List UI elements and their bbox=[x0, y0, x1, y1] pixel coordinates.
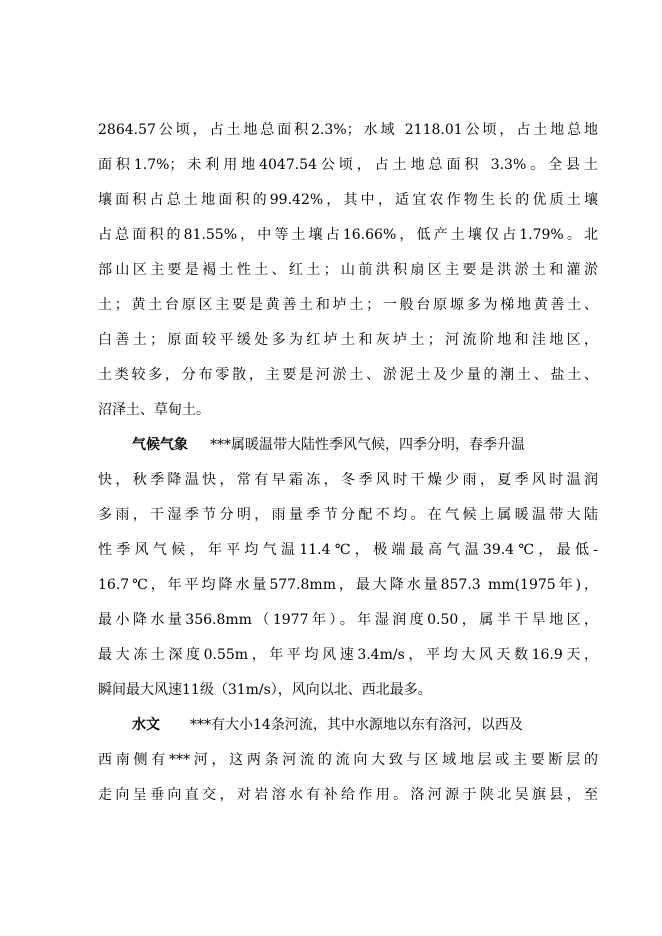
section-heading-climate: 气候气象 bbox=[132, 437, 188, 453]
text-line: 西南侧有***河，这两条河流的流向大致与区域地层或主要断层的 bbox=[98, 752, 598, 768]
text-line: 16.7℃，年平均降水量577.8mm，最大降水量857.3 mm(1975年)， bbox=[98, 577, 598, 593]
text-line: 走向呈垂向直交，对岩溶水有补给作用。洛河源于陕北吴旗县，至 bbox=[98, 787, 598, 803]
text-line: 多雨，干湿季节分明，雨量季节分配不均。在气候上属暖温带大陆 bbox=[98, 507, 598, 523]
text-line: 壤面积占总土地面积的99.42%，其中，适宜农作物生长的优质土壤 bbox=[98, 192, 598, 208]
text-line: 2864.57公顷，占土地总面积2.3%；水域 2118.01公顷，占土地总地 bbox=[98, 122, 598, 138]
text-line: 最小降水量356.8mm（1977年）。年湿润度0.50，属半干旱地区， bbox=[98, 612, 598, 628]
paragraph-first-line bbox=[132, 711, 598, 739]
text-line: 最大冻土深度0.55m，年平均风速3.4m/s，平均大风天数16.9天， bbox=[98, 647, 598, 663]
text-line: 白善土；原面较平缓处多为红垆土和灰垆土；河流阶地和洼地区， bbox=[98, 332, 598, 348]
text-line: 沼泽土、草甸土。 bbox=[98, 402, 210, 418]
paragraph-first-line bbox=[132, 431, 598, 459]
text-line: 快，秋季降温快，常有早霜冻，冬季风时干燥少雨，夏季风时温润 bbox=[98, 472, 598, 488]
text-line: 占总面积的81.55%，中等土壤占16.66%，低产土壤仅占1.79%。北 bbox=[98, 227, 598, 243]
text-line: 土类较多，分布零散，主要是河淤土、淤泥土及少量的潮土、盐土、 bbox=[98, 367, 598, 383]
text-line: 部山区主要是褐土性土、红土；山前洪积扇区主要是洪淤土和灌淤 bbox=[98, 262, 598, 278]
text-line: 面积1.7%；未利用地4047.54公顷，占土地总面积 3.3%。全县土 bbox=[98, 157, 598, 173]
text-line: 瞬间最大风速11级（31m/s），风向以北、西北最多。 bbox=[98, 682, 432, 698]
text-line: ***有大小14条河流，其中水源地以东有洛河，以西及 bbox=[190, 717, 523, 733]
text-line: 土；黄土台原区主要是黄善土和垆土；一般台原塬多为梯地黄善土、 bbox=[98, 297, 598, 313]
text-line: ***属暖温带大陆性季风气候，四季分明，春季升温 bbox=[210, 437, 525, 453]
section-heading-hydrology: 水文 bbox=[132, 717, 160, 733]
text-line: 性季风气候，年平均气温11.4℃，极端最高气温39.4℃，最低- bbox=[98, 542, 598, 558]
